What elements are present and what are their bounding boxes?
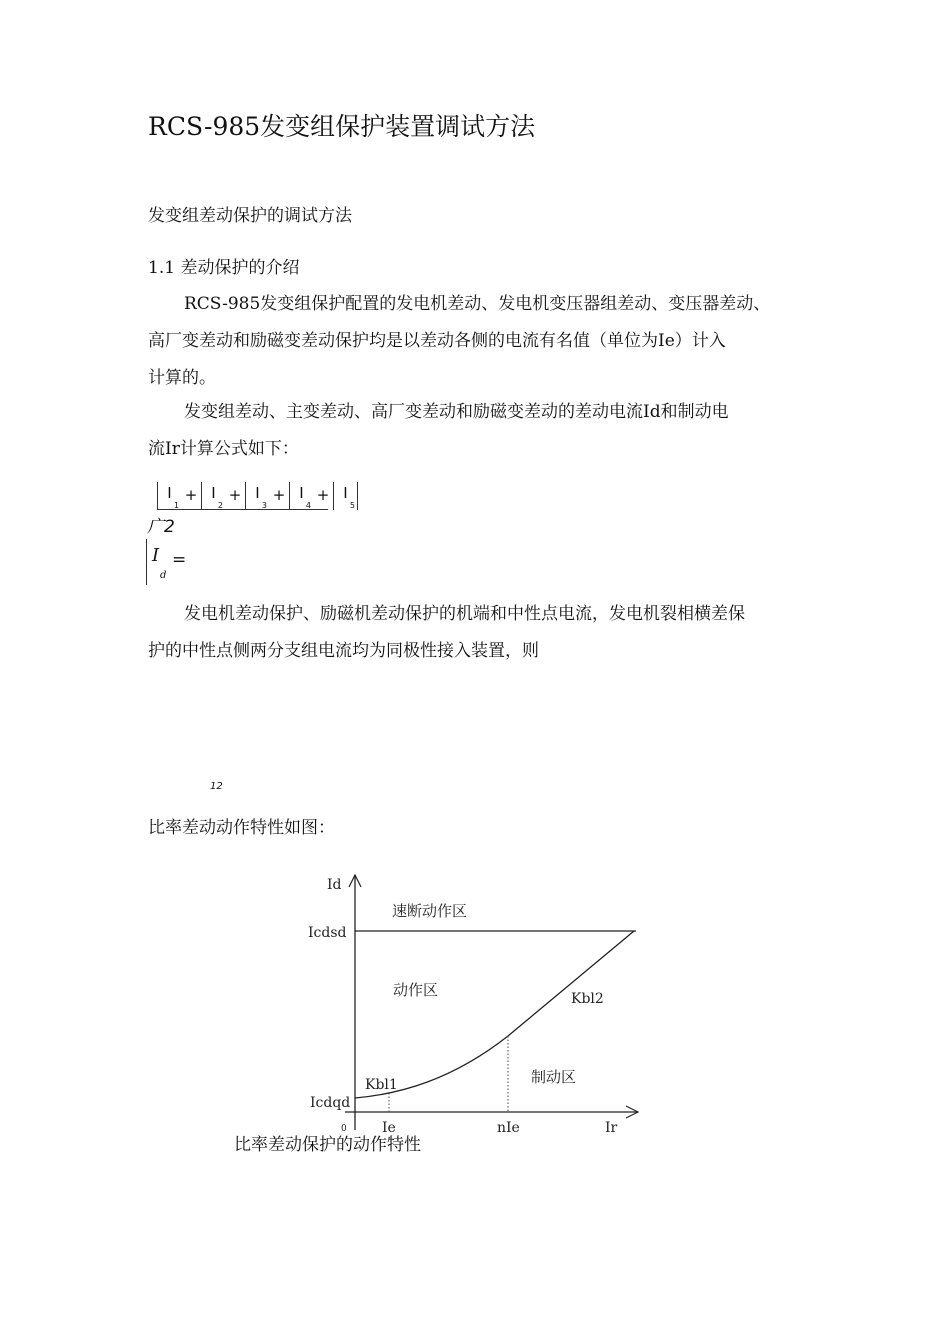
formula-subscript: 5 — [349, 501, 355, 510]
paragraph-line: 流Ir计算公式如下： — [148, 439, 299, 459]
formula-symbol: I — [299, 484, 304, 502]
formula-symbol: I — [343, 484, 348, 502]
segment-label-kbl2: Kbl2 — [571, 991, 604, 1007]
subsection-heading: 1.1 差动保护的介绍 — [148, 258, 300, 278]
chart-intro-text: 比率差动动作特性如图： — [148, 818, 335, 838]
formula-symbol: I — [255, 484, 260, 502]
segment-label-kbl1: Kbl1 — [365, 1077, 398, 1093]
paragraph-line: RCS-985发变组保护配置的发电机差动、发电机变压器组差动、变压器差动、 — [184, 294, 771, 314]
formula-subscript: 4 — [305, 501, 311, 510]
y-tick-label-icdsd: Icdsd — [308, 925, 347, 941]
formula-subscript: 1 — [173, 501, 179, 510]
formula-fragment: 广2 — [147, 517, 175, 537]
paragraph-line: 发电机差动保护、励磁机差动保护的机端和中性点电流，发电机裂相横差保 — [184, 604, 745, 624]
y-axis-label: Id — [327, 877, 342, 893]
formula-plus: + — [316, 486, 330, 504]
id-symbol: I — [152, 545, 160, 566]
paragraph-line: 高厂变差动和励磁变差动保护均是以差动各侧的电流有名值（单位为Ie）计入 — [148, 331, 726, 351]
formula-subscript: 2 — [217, 501, 223, 510]
region-label-operate: 动作区 — [393, 981, 439, 999]
kbl2-line — [508, 931, 634, 1036]
y-tick-label-icdqd: Icdqd — [310, 1095, 351, 1111]
region-label-restraint: 制动区 — [531, 1068, 577, 1086]
chart-caption: 比率差动保护的动作特性 — [234, 1135, 421, 1155]
id-equals: = — [172, 550, 187, 570]
origin-label: 0 — [341, 1124, 347, 1134]
section-heading: 发变组差动保护的调试方法 — [148, 206, 352, 226]
x-axis-label: Ir — [605, 1120, 618, 1136]
paragraph-line: 计算的。 — [148, 368, 216, 388]
formula-plus: + — [228, 486, 242, 504]
stray-number: 12 — [210, 781, 223, 792]
formula-symbol: I — [211, 484, 216, 502]
formula-subscript: 3 — [261, 501, 267, 510]
paragraph-line: 护的中性点侧两分支组电流均为同极性接入装置，则 — [148, 641, 539, 661]
formula-plus: + — [184, 486, 198, 504]
paragraph-line: 发变组差动、主变差动、高厂变差动和励磁变差动的差动电流Id和制动电 — [184, 402, 729, 422]
formula-plus: + — [272, 486, 286, 504]
x-tick-label-nie: nIe — [497, 1120, 520, 1136]
id-subscript: d — [160, 570, 167, 581]
x-tick-label-ie: Ie — [382, 1120, 396, 1136]
formula-symbol: I — [167, 484, 172, 502]
region-label-quick-break: 速断动作区 — [392, 902, 468, 920]
document-title: RCS-985发变组保护装置调试方法 — [148, 112, 536, 141]
